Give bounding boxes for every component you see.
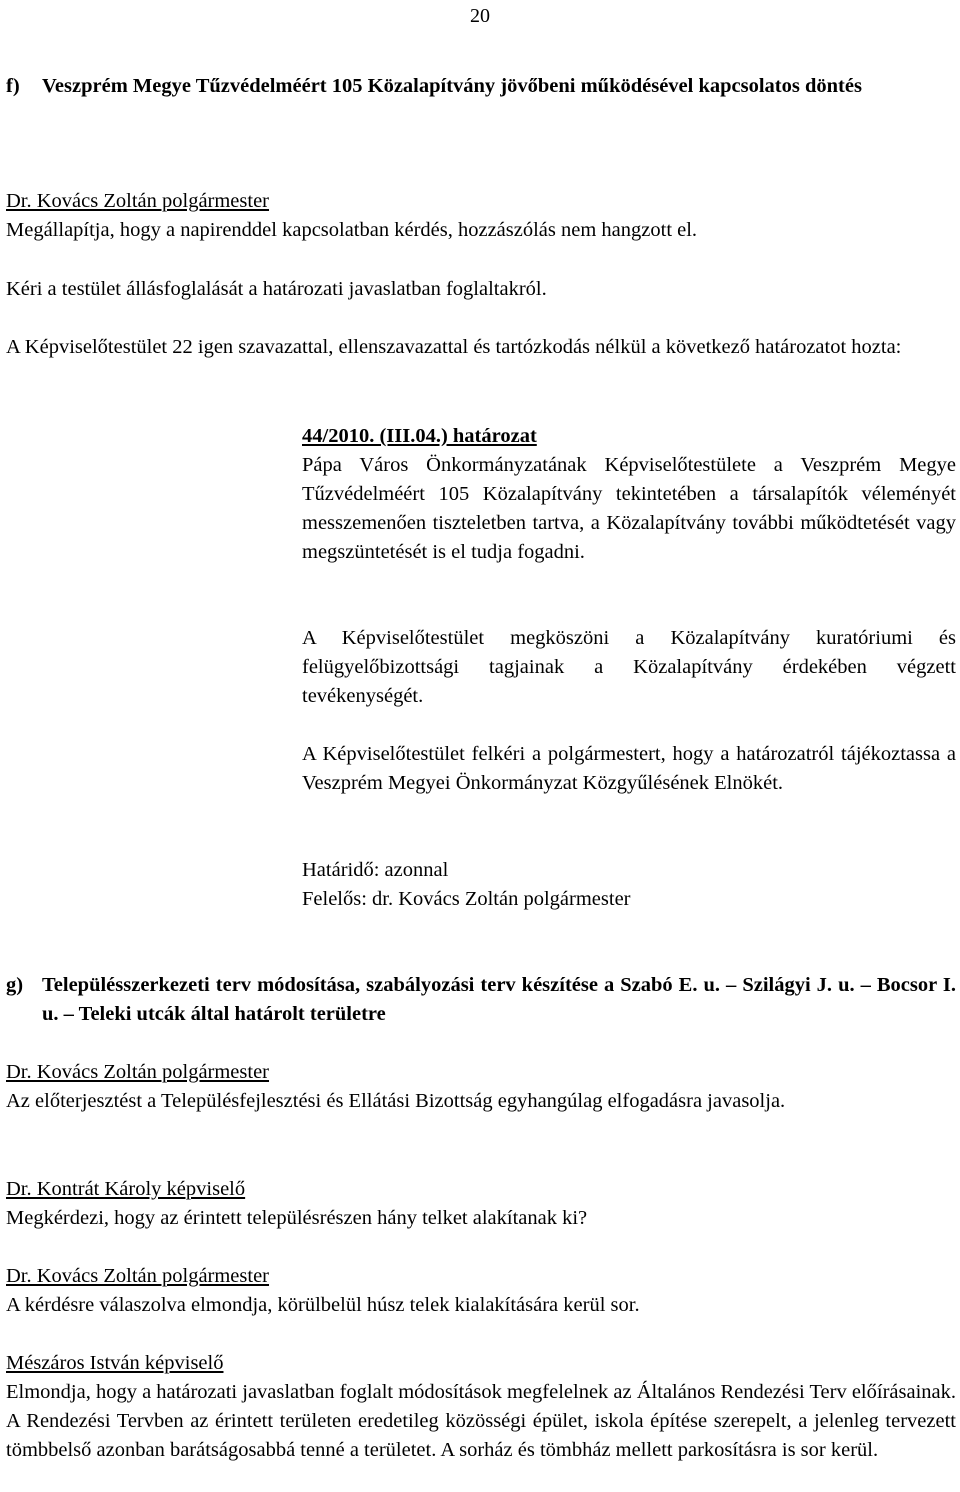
- section-g-title: Településszerkezeti terv módosítása, szabályozási terv készítése a Szabó E. u. – Szilágyi J. u. – Bocsor I. u. – Teleki utcák által határolt területre: [42, 974, 956, 1025]
- section-f-heading: [6, 72, 956, 101]
- speech-text: A kérdésre válaszolva elmondja, körülbelül húsz telek kialakítására kerül sor.: [6, 1294, 640, 1316]
- g-speaker-4-block: [6, 1349, 956, 1465]
- speaker-name: Dr. Kovács Zoltán polgármester: [6, 1061, 270, 1083]
- resolution-paragraph-3-block: [302, 740, 956, 798]
- section-f-title: Veszprém Megye Tűzvédelméért 105 Közalapítvány jövőbeni működésével kapcsolatos döntés: [42, 75, 862, 97]
- speech-text: Megállapítja, hogy a napirenddel kapcsolatban kérdés, hozzászólás nem hangzott el.: [6, 219, 698, 241]
- speaker-name: Dr. Kovács Zoltán polgármester: [6, 190, 270, 212]
- resolution-paragraph-1: Pápa Város Önkormányzatának Képviselőtestülete a Veszprém Megye Tűzvédelméért 105 Közalapítvány tekintetében a társalapítók véleményét messzemenően tiszteletben tartva, a Közalapítvány további működtetését vagy megszüntetését is el tudja fogadni.: [302, 454, 956, 563]
- resolution-block: [302, 422, 956, 567]
- g-speaker-3-block: [6, 1262, 956, 1320]
- speaker-name: Dr. Kovács Zoltán polgármester: [6, 1265, 270, 1287]
- speaker-name: Dr. Kontrát Károly képviselő: [6, 1178, 246, 1200]
- vote-block: [6, 333, 956, 362]
- g-speaker-2-block: [6, 1175, 956, 1233]
- speech-text: Az előterjesztést a Településfejlesztési és Ellátási Bizottság egyhangúlag elfogadásra javasolja.: [6, 1090, 786, 1112]
- g-speaker-1-block: [6, 1058, 956, 1116]
- page-number: 20: [470, 5, 490, 27]
- resolution-paragraph-3: A Képviselőtestület felkéri a polgármestert, hogy a határozatról tájékoztassa a Veszprém Megyei Önkormányzat Közgyűlésének Elnökét.: [302, 743, 956, 794]
- section-g-heading: [6, 971, 956, 1029]
- request-block: [6, 275, 956, 304]
- speech-text: Megkérdezi, hogy az érintett településrészen hány telket alakítanak ki?: [6, 1207, 588, 1229]
- responsible-text: Felelős: dr. Kovács Zoltán polgármester: [302, 888, 631, 910]
- resolution-paragraph-2-block: [302, 624, 956, 711]
- section-f-letter: f): [6, 75, 20, 97]
- request-text: Kéri a testület állásfoglalását a határozati javaslatban foglaltakról.: [6, 278, 547, 300]
- vote-text: A Képviselőtestület 22 igen szavazattal, ellenszavazattal és tartózkodás nélkül a következő határozatot hozta:: [6, 336, 902, 358]
- resolution-paragraph-2: A Képviselőtestület megköszöni a Közalapítvány kuratóriumi és felügyelőbizottsági tagjainak a Közalapítvány érdekében végzett tevékenységét.: [302, 627, 956, 707]
- f-speaker-block: [6, 187, 956, 245]
- deadline-text: Határidő: azonnal: [302, 859, 449, 881]
- resolution-title: 44/2010. (III.04.) határozat: [302, 425, 537, 447]
- section-g-letter: g): [6, 974, 24, 996]
- speaker-name: Mészáros István képviselő: [6, 1352, 224, 1374]
- speech-text: Elmondja, hogy a határozati javaslatban foglalt módosítások megfelelnek az Általános Rendezési Terv előírásainak. A Rendezési Tervben az érintett területen eredetileg közösségi épület, iskola építése szerepelt, a jelenleg tervezett tömbbelső azonban barátságosabbá tenné a területet. A sorház és tömbház mellett parkosításra is sor kerül.: [6, 1381, 956, 1461]
- resolution-footer: [302, 856, 956, 914]
